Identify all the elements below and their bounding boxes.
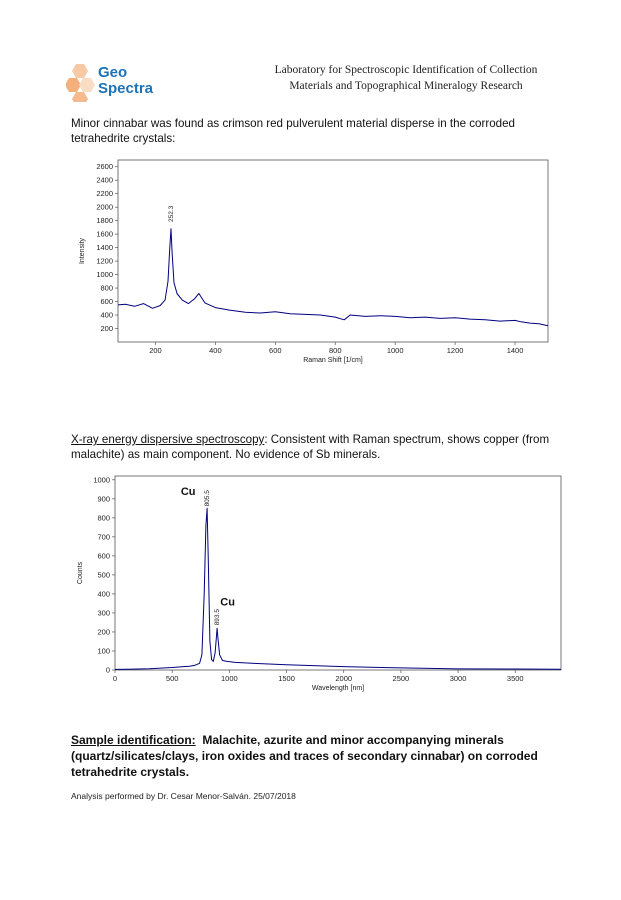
x-tick-label: 600 — [269, 346, 282, 355]
analysis-footer: Analysis performed by Dr. Cesar Menor-Salván. 25/07/2018 — [71, 791, 296, 801]
logo-text-geo: Geo — [98, 64, 128, 81]
x-tick-label: 500 — [165, 674, 179, 683]
y-tick-label: 700 — [97, 532, 110, 542]
x-tick-label: 2000 — [335, 674, 353, 683]
logo-hexagon-icon — [66, 78, 81, 92]
xray-intro-title: X-ray energy dispersive spectroscopy — [71, 433, 265, 446]
spectrum-line — [118, 229, 548, 326]
element-label: Cu — [180, 486, 196, 499]
x-tick-label: 1000 — [221, 674, 238, 683]
eds-chart-svg — [70, 470, 570, 700]
raman-intro-text: Minor cinnabar was found as crimson red pulverulent material disperse in the corroded tetrahedrite crystals: — [71, 117, 516, 145]
y-axis-label: Intensity — [79, 237, 86, 265]
geospectra-logo — [66, 62, 176, 102]
eds-chart — [70, 470, 570, 700]
sample-identification — [71, 732, 551, 780]
y-tick-label: 1200 — [96, 256, 113, 266]
x-tick-label: 800 — [328, 346, 342, 355]
y-tick-label: 600 — [100, 297, 113, 307]
peak-label: 893.5 — [214, 609, 222, 626]
y-tick-label: 2200 — [96, 189, 113, 199]
y-tick-label: 200 — [100, 324, 113, 334]
x-tick-label: 2500 — [392, 674, 410, 683]
logo-text-spectra: Spectra — [98, 80, 154, 97]
element-label: Cu — [220, 596, 235, 609]
y-tick-label: 2000 — [96, 202, 113, 212]
y-axis-label: Counts — [77, 561, 84, 585]
x-axis-label: Wavelength [nm] — [311, 685, 365, 692]
x-tick-label: 1500 — [278, 674, 295, 683]
y-tick-label: 500 — [97, 570, 110, 580]
xray-intro-text: : Consistent with Raman spectrum, shows copper (from malachite) as main component. No evidence of Sb minerals. — [71, 433, 550, 461]
spectrum-line — [115, 508, 561, 669]
y-tick-label: 400 — [100, 310, 113, 320]
xray-intro — [71, 432, 551, 462]
y-tick-label: 1800 — [96, 216, 113, 226]
peak-label: 252.3 — [168, 205, 176, 223]
y-tick-label: 1000 — [96, 270, 113, 280]
x-tick-label: 200 — [149, 346, 162, 355]
raman-chart-svg — [70, 155, 560, 365]
raman-chart — [70, 155, 560, 365]
y-tick-label: 1600 — [96, 229, 113, 239]
x-tick-label: 3500 — [506, 674, 524, 683]
y-tick-label: 2400 — [96, 175, 113, 185]
y-tick-label: 800 — [100, 283, 113, 293]
peak-label: 805.5 — [204, 490, 212, 507]
lab-title-line2: Materials and Topographical Mineralogy Research — [289, 80, 523, 92]
y-tick-label: 400 — [97, 589, 110, 599]
y-tick-label: 1000 — [93, 475, 110, 485]
y-tick-label: 2600 — [96, 162, 113, 172]
x-tick-label: 1000 — [386, 346, 404, 355]
y-tick-label: 800 — [97, 513, 110, 523]
y-tick-label: 200 — [97, 627, 110, 637]
y-tick-label: 900 — [97, 494, 110, 504]
y-tick-label: 600 — [97, 551, 110, 561]
y-tick-label: 100 — [97, 646, 110, 656]
x-tick-label: 400 — [209, 346, 222, 355]
x-tick-label: 1200 — [446, 346, 464, 355]
logo-hexagon-icon — [79, 78, 95, 92]
y-tick-label: 300 — [97, 608, 110, 618]
plot-frame — [115, 476, 561, 670]
x-tick-label: 3000 — [449, 674, 467, 683]
y-tick-label: 1400 — [96, 243, 113, 253]
lab-title-line1: Laboratory for Spectroscopic Identification of Collection — [274, 64, 538, 76]
logo-hexagon-icon — [72, 92, 88, 102]
x-tick-label: 1400 — [506, 346, 524, 355]
sample-identification-label: Sample identification: — [71, 733, 196, 747]
x-tick-label: 0 — [112, 674, 118, 683]
sample-identification-text: Malachite, azurite and minor accompanying minerals (quartz/silicates/clays, iron oxides and traces of secondary cinnabar) on corroded tetrahedrite crystals. — [71, 733, 538, 779]
lab-title — [236, 62, 576, 94]
x-axis-label: Raman Shift [1/cm] — [303, 357, 363, 364]
plot-frame — [118, 160, 548, 342]
y-tick-label: 0 — [105, 665, 110, 675]
logo-hexagon-icon — [72, 64, 88, 78]
